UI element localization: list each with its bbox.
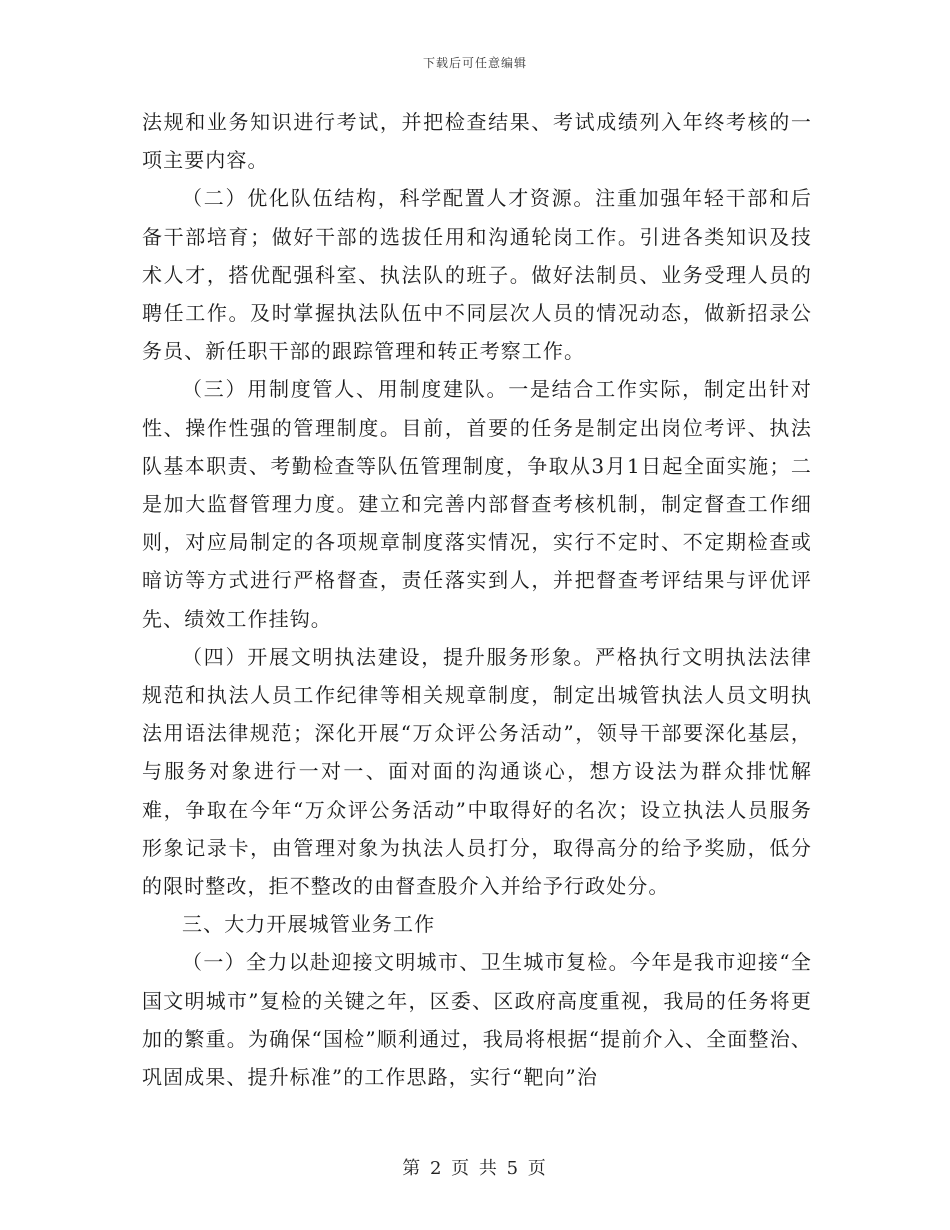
- document-body: [142, 103, 812, 1096]
- paragraph-subsection-1: （一）全力以赴迎接文明城市、卫生城市复检。今年是我市迎接“全国文明城市”复检的关键之年，区委、区政府高度重视，我局的任务将更加的繁重。为确保“国检”顺利通过，我局将根据“提前介入、全面整治、巩固成果、提升标准”的工作思路，实行“靶向”治: [142, 950, 812, 1090]
- paragraph-continuation: 法规和业务知识进行考试，并把检查结果、考试成绩列入年终考核的一项主要内容。: [142, 110, 812, 173]
- section-heading: 三、大力开展城管业务工作: [182, 912, 436, 937]
- page-header: 下载后可任意编辑: [422, 56, 527, 70]
- paragraph-section-4: （四）开展文明执法建设，提升服务形象。严格执行文明执法法律规范和执法人员工作纪律等相关规章制度，制定出城管执法人员文明执法用语法律规范；深化开展“万众评公务活动”，领导干部要深化基层，与服务对象进行一对一、面对面的沟通谈心，想方设法为群众排忧解难，争取在今年“万众评公务活动”中取得好的名次；设立执法人员服务形象记录卡，由管理对象为执法人员打分，取得高分的给予奖励，低分的限时整改，拒不整改的由督查股介入并给予行政处分。: [142, 644, 812, 899]
- page-number-footer: 第 2 页 共 5 页: [402, 1158, 548, 1179]
- paragraph-section-3: （三）用制度管人、用制度建队。一是结合工作实际，制定出针对性、操作性强的管理制度。目前，首要的任务是制定出岗位考评、执法队基本职责、考勤检查等队伍管理制度，争取从3月1日起全面实施；二是加大监督管理力度。建立和完善内部督查考核机制，制定督查工作细则，对应局制定的各项规章制度落实情况，实行不定时、不定期检查或暗访等方式进行严格督查，责任落实到人，并把督查考评结果与评优评先、绩效工作挂钩。: [142, 377, 812, 631]
- paragraph-section-2: （二）优化队伍结构，科学配置人才资源。注重加强年轻干部和后备干部培育；做好干部的选拔任用和沟通轮岗工作。引进各类知识及技术人才，搭优配强科室、执法队的班子。做好法制员、业务受理人员的聘任工作。及时掌握执法队伍中不同层次人员的情况动态，做新招录公务员、新任职干部的跟踪管理和转正考察工作。: [142, 186, 812, 364]
